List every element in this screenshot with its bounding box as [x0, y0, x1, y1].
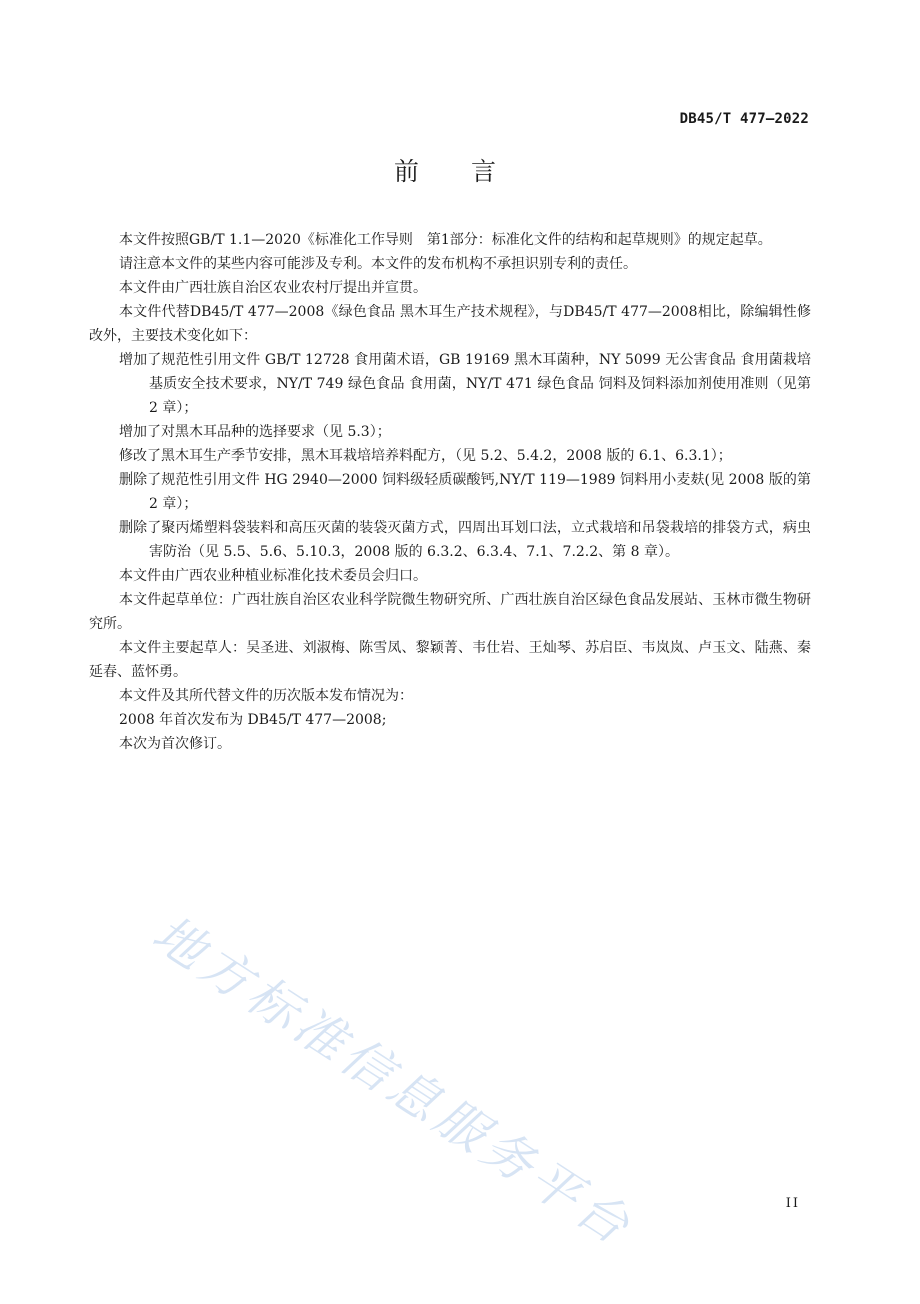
watermark: 地方标准信息服务平台 [142, 904, 644, 1258]
paragraph-drafting-units: 本文件起草单位：广西壮族自治区农业科学院微生物研究所、广西壮族自治区绿色食品发展站、玉林市微生物研究所。 [89, 592, 811, 632]
paragraph-replacement: 本文件代替DB45/T 477—2008《绿色食品 黑木耳生产技术规程》，与DB45/T 477—2008相比，除编辑性修改外，主要技术变化如下： [89, 304, 811, 344]
change-item-removed-methods: 删除了聚丙烯塑料袋装料和高压灭菌的装袋灭菌方式，四周出耳划口法，立式栽培和吊袋栽培的排袋方式，病虫害防治（见 5.5、5.6、5.10.3，2008 版的 6.3.2、6.3.4、7.1、7.2.2、第 8 章）。 [119, 520, 811, 560]
change-item-variety-selection: 增加了对黑木耳品种的选择要求（见 5.3）； [119, 424, 391, 440]
paragraph-committee: 本文件由广西农业种植业标准化技术委员会归口。 [119, 568, 427, 584]
page-title: 前言 [393, 157, 548, 186]
paragraph-version-history: 本文件及其所代替文件的历次版本发布情况为： [119, 688, 413, 704]
preface-body [89, 228, 811, 756]
paragraph-revision-note: 本次为首次修订。 [119, 736, 231, 752]
change-item-added-references: 增加了规范性引用文件 GB/T 12728 食用菌术语，GB 19169 黑木耳菌种，NY 5099 无公害食品 食用菌栽培基质安全技术要求，NY/T 749 绿色食品 食用菌，NY/T 471 绿色食品 饲料及饲料添加剂使用准则（见第 2 章）； [119, 352, 811, 416]
paragraph-patent-notice: 请注意本文件的某些内容可能涉及专利。本文件的发布机构不承担识别专利的责任。 [119, 256, 637, 272]
paragraph-proposer: 本文件由广西壮族自治区农业农村厅提出并宣贯。 [119, 280, 427, 296]
change-item-removed-references: 删除了规范性引用文件 HG 2940—2000 饲料级轻质碳酸钙,NY/T 119—1989 饲料用小麦麸(见 2008 版的第 2 章）； [119, 472, 811, 512]
paragraph-first-release: 2008 年首次发布为 DB45/T 477—2008; [119, 712, 387, 728]
paragraph-drafters: 本文件主要起草人：吴圣进、刘淑梅、陈雪凤、黎颖菁、韦仕岩、王灿琴、苏启臣、韦岚岚、卢玉文、陆燕、秦延春、蓝怀勇。 [89, 640, 811, 680]
paragraph-drafting-rules: 本文件按照GB/T 1.1—2020《标准化工作导则 第1部分：标准化文件的结构和起草规则》的规定起草。 [119, 232, 772, 248]
page-number: II [785, 1196, 800, 1211]
document-number: DB45/T 477—2022 [679, 111, 809, 127]
change-item-season-formula: 修改了黑木耳生产季节安排，黑木耳栽培培养料配方，（见 5.2、5.4.2，2008 版的 6.1、6.3.1）； [119, 448, 732, 464]
